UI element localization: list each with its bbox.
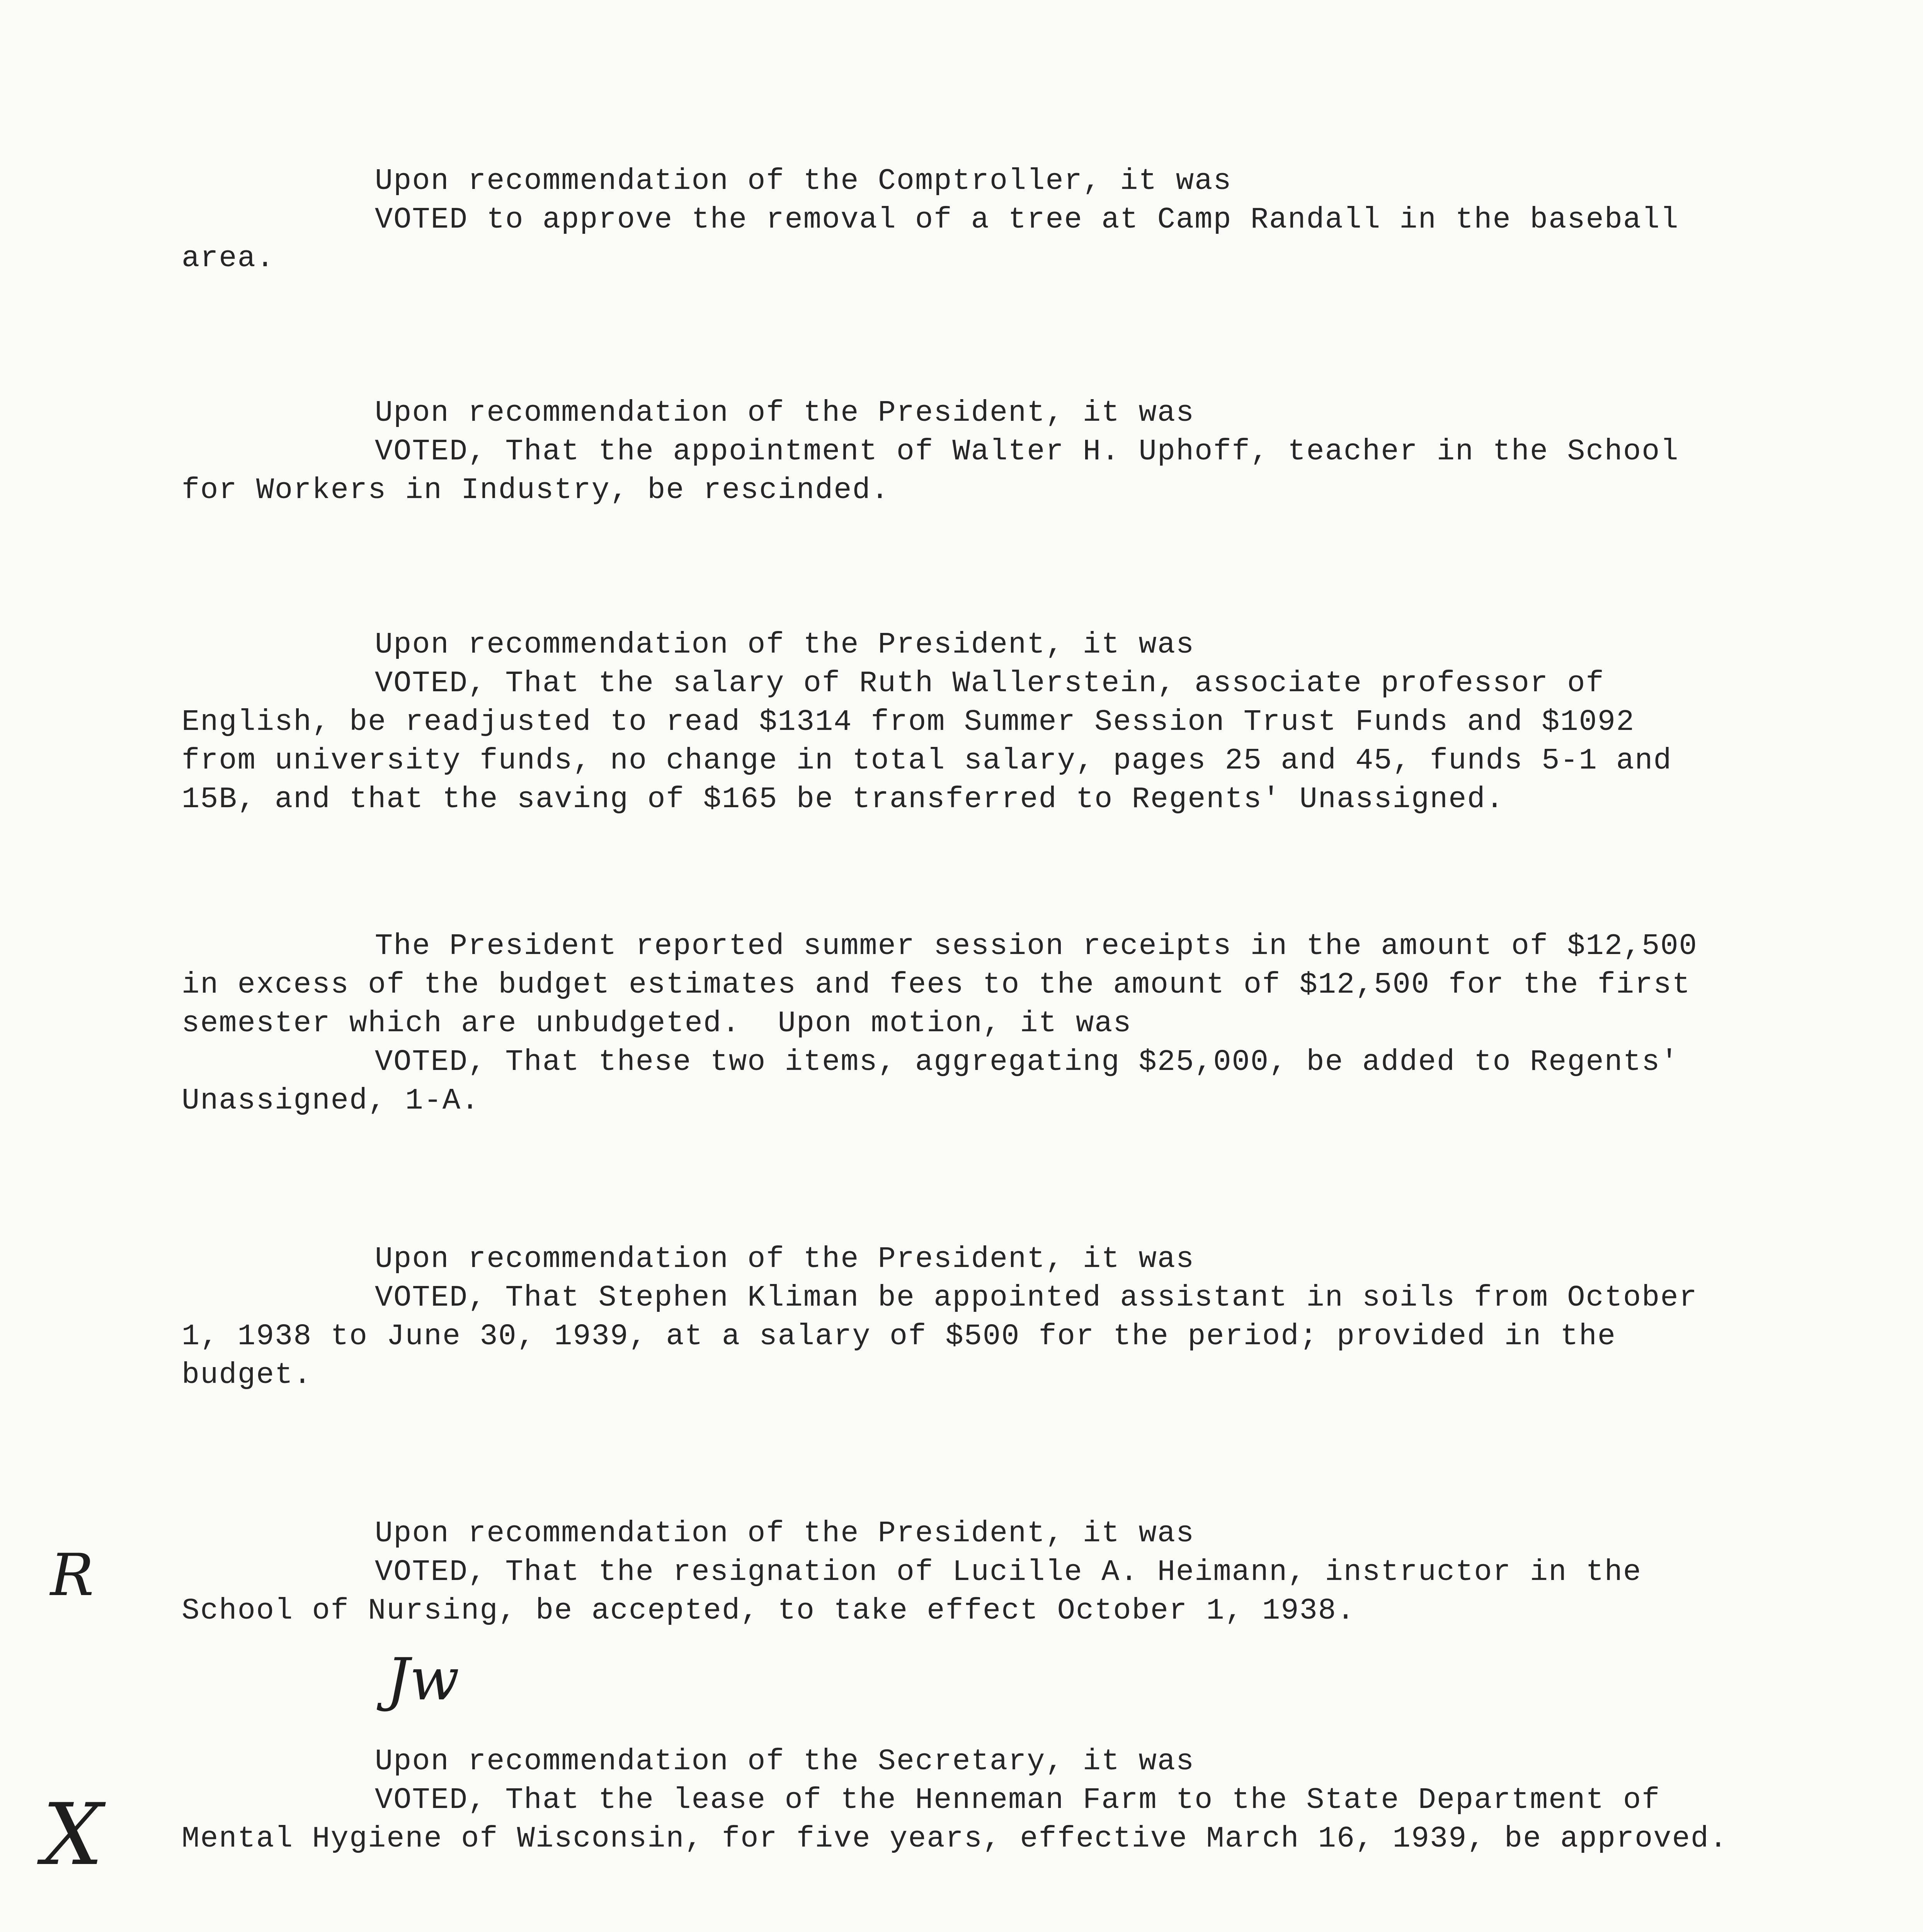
margin-annotation-r: R [50,1542,94,1609]
text-line: VOTED, That the lease of the Henneman Farm to the State Department of [375,1784,1661,1817]
text-line: VOTED, That these two items, aggregating $25,000, be added to Regents' [375,1046,1679,1079]
text-line: 15B, and that the saving of $165 be transferred to Regents' Unassigned. [182,783,1504,816]
text-line: Upon recommendation of the President, it was [375,1243,1195,1276]
paragraph-henneman-lease [182,1743,1743,1859]
paragraph-kliman-appointment [182,1240,1743,1395]
text-line: budget. [182,1359,312,1392]
paragraph-wallerstein-salary [182,626,1743,819]
paragraph-uphoff-rescinded [182,394,1743,510]
text-line: in excess of the budget estimates and fees to the amount of $12,500 for the first [182,968,1691,1002]
text-line: Upon recommendation of the President, it was [375,1517,1195,1551]
text-line: Unassigned, 1-A. [182,1084,480,1118]
text-line: semester which are unbudgeted. Upon motion, it was [182,1007,1132,1041]
text-line: 1, 1938 to June 30, 1939, at a salary of $500 for the period; provided in the [182,1320,1616,1354]
text-line: Upon recommendation of the Comptroller, it was [375,165,1232,198]
text-line: Upon recommendation of the Secretary, it was [375,1745,1195,1779]
text-line: English, be readjusted to read $1314 from Summer Session Trust Funds and $1092 [182,706,1635,739]
paragraph-heimann-resignation [182,1515,1743,1631]
text-line: Upon recommendation of the President, it was [375,396,1195,430]
text-line: from university funds, no change in total salary, pages 25 and 45, funds 5-1 and [182,744,1672,778]
margin-annotation-x-lease: X [43,1785,103,1884]
text-line: The President reported summer session receipts in the amount of $12,500 [375,930,1698,963]
text-line: area. [182,242,275,276]
text-line: Upon recommendation of the President, it was [375,628,1195,662]
text-line: VOTED to approve the removal of a tree at Camp Randall in the baseball [375,203,1679,237]
text-line: VOTED, That the resignation of Lucille A. Heimann, instructor in the [375,1556,1642,1589]
text-line: VOTED, That the salary of Ruth Wallerstein, associate professor of [375,667,1605,701]
text-line: VOTED, That Stephen Kliman be appointed assistant in soils from October [375,1281,1698,1315]
margin-annotation-jw: Jw [386,1646,459,1713]
text-line: VOTED, That the appointment of Walter H. Uphoff, teacher in the School [375,435,1679,469]
paragraph-comptroller-tree [182,162,1743,278]
text-line: Mental Hygiene of Wisconsin, for five years, effective March 16, 1939, be approved. [182,1822,1728,1856]
text-line: for Workers in Industry, be rescinded. [182,474,890,507]
text-line: School of Nursing, be accepted, to take effect October 1, 1938. [182,1594,1356,1628]
paragraph-summer-receipts [182,927,1743,1121]
